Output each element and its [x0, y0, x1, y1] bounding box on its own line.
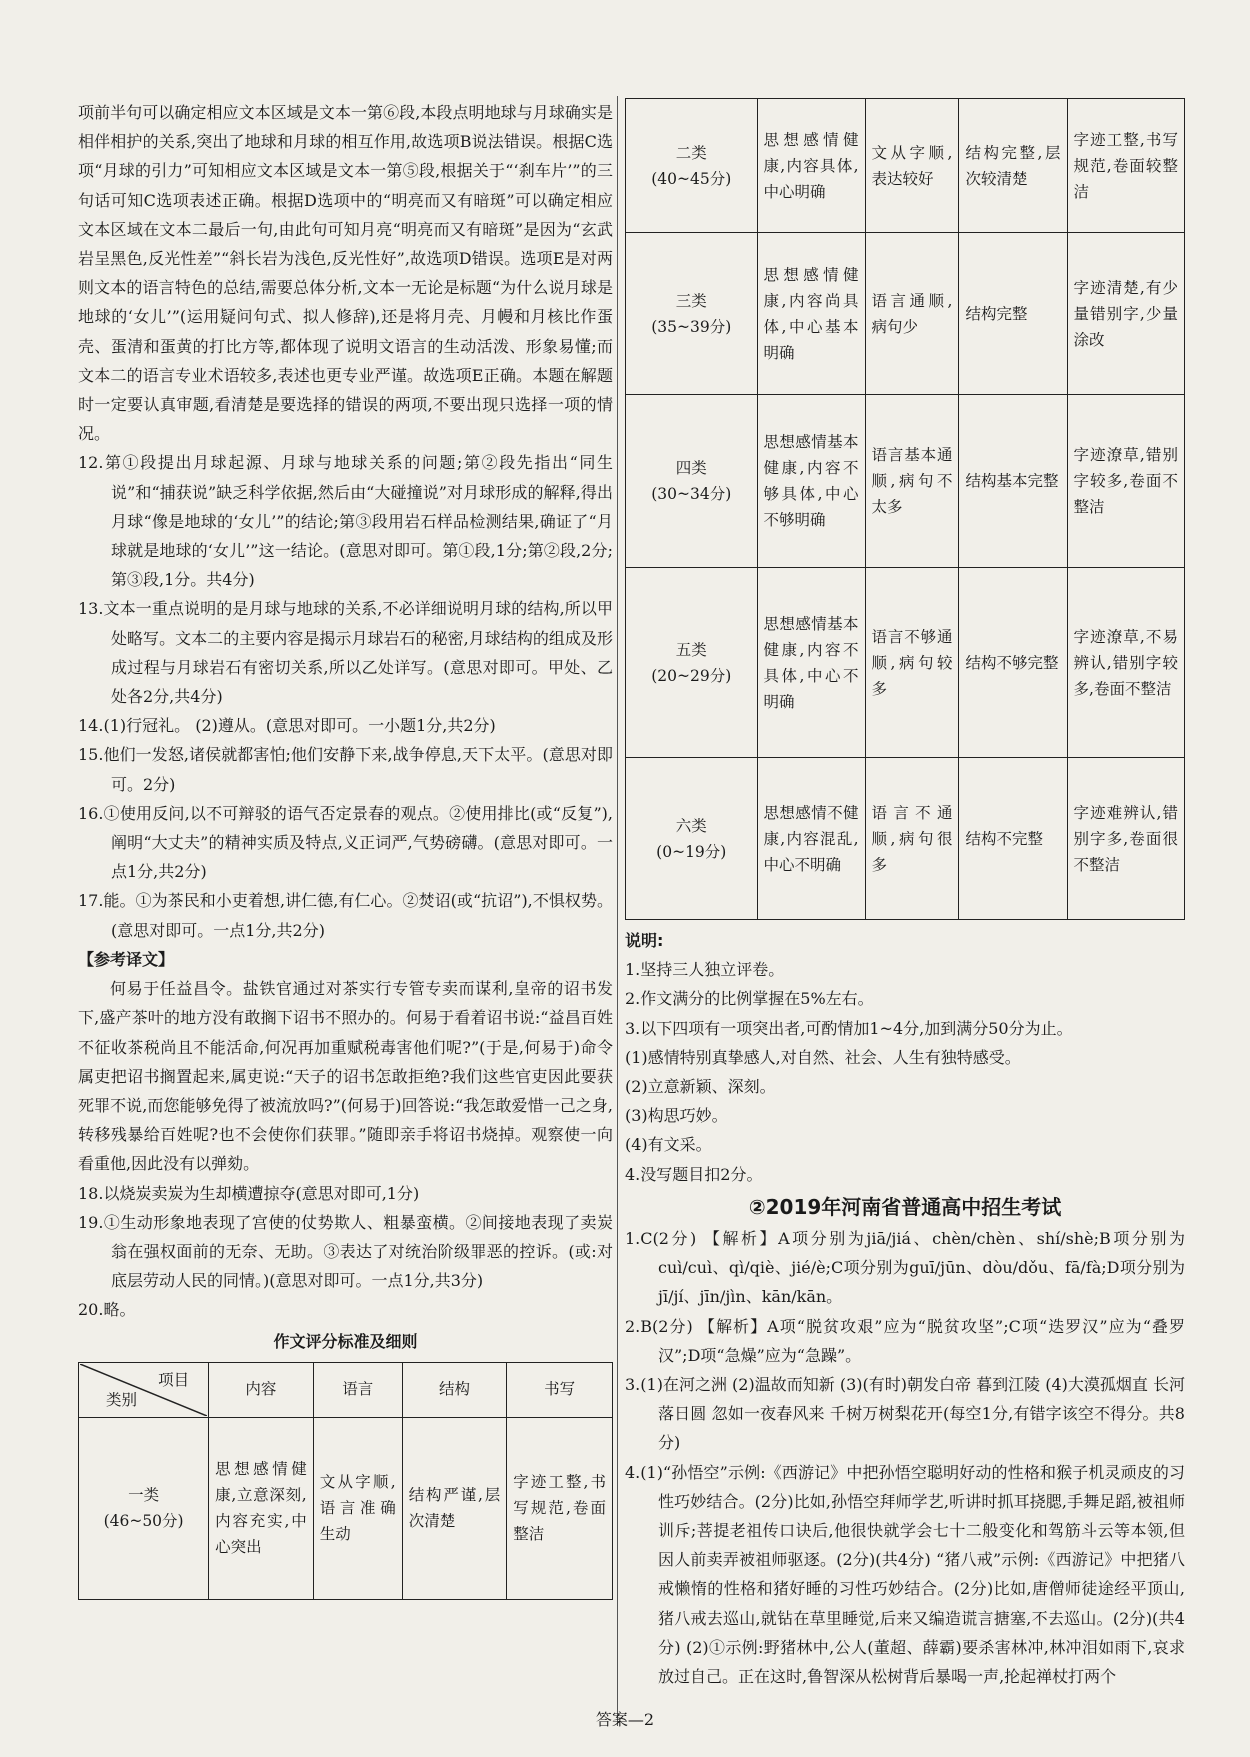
answer-13: 13.文本一重点说明的是月球与地球的关系,不必详细说明月球的结构,所以甲处略写。文本二的主要内容是揭示月球岩石的秘密,月球结构的组成及形成过程与月球岩石有密切关系,所以乙处详写。(意思对即可。甲处、乙处各2分,共4分) [78, 599, 613, 707]
page-footer: 答案—2 [595, 1710, 655, 1729]
table-row-class4 [626, 395, 1185, 568]
content-cell: 思想感情基本健康,内容不具体,中心不明确 [757, 568, 865, 758]
content-cell: 思想感情基本健康,内容不够具体,中心不够明确 [757, 395, 865, 568]
structure-cell: 结构完整,层次较清楚 [959, 99, 1067, 233]
header-category-label: 类别 [106, 1390, 138, 1409]
header-language: 语言 [313, 1362, 402, 1417]
language-cell: 文从字顺,语言准确生动 [313, 1417, 402, 1599]
structure-cell: 结构不够完整 [959, 568, 1067, 758]
category-score: (0~19分) [656, 842, 727, 861]
category-cell [626, 758, 758, 920]
category-score: (20~29分) [651, 666, 732, 685]
header-item-label: 项目 [158, 1370, 190, 1389]
category-cell [79, 1417, 209, 1599]
category-score: (35~39分) [651, 317, 732, 336]
category-score: (46~50分) [103, 1512, 184, 1531]
column-divider [617, 96, 618, 1726]
table-row-class5 [626, 568, 1185, 758]
category-name: 二类 [675, 143, 707, 162]
category-cell [626, 233, 758, 395]
category-score: (30~34分) [651, 485, 732, 503]
content-cell: 思想感情健康,立意深刻,内容充实,中心突出 [209, 1417, 314, 1599]
answer-16: 16.①使用反问,以不可辩驳的语气否定景春的观点。②使用排比(或“反复”),阐明“大丈夫”的精神实质及特点,义正词严,气势磅礴。(意思对即可。一点1分,共2分) [78, 803, 613, 882]
notes-heading: 说明: [625, 931, 664, 950]
note-2: 2.作文满分的比例掌握在5%左右。 [625, 989, 874, 1009]
structure-cell: 结构严谨,层次清楚 [402, 1417, 507, 1599]
answer-2019-4: 4.(1)“孙悟空”示例:《西游记》中把孙悟空聪明好动的性格和猴子机灵顽皮的习性巧妙结合。(2分)比如,孙悟空拜师学艺,听讲时抓耳挠腮,手舞足蹈,被祖师训斥;菩提老祖传口诀后,他很快就学会七十二般变化和驾筋斗云等本领,但因人前卖弄被祖师驱逐。(2分)(共4分) “猪八戒”示例:《西游记》中把猪八戒懒惰的性格和猪好睡的习性巧妙结合。(2分)比如,唐僧师徒途经平顶山,猪八戒去巡山,就钻在草里睡觉,后来又编造谎言搪塞,不去巡山。(2分)(共4分) (2)①示例:野猪林中,公人(董超、薛霸)要杀害林冲,林冲泪如雨下,哀求放过自己。正在这时,鲁智深从松树背后暴喝一声,抡起禅杖打两个 [625, 1462, 1185, 1687]
answer-17: 17.能。①为茶民和小吏着想,讲仁德,有仁心。②焚诏(或“抗诏”),不惧权势。(意思对即可。一点1分,共2分) [78, 891, 613, 940]
language-cell: 语言不通顺,病句很多 [865, 758, 959, 920]
answer-2019-2: 2.B(2分) 【解析】A项“脱贫攻艰”应为“脱贫攻坚”;C项“迭罗汉”应为“叠罗汉”;D项“急燥”应为“急躁”。 [625, 1316, 1185, 1365]
essay-scoring-table-part2 [625, 98, 1185, 920]
writing-cell: 字迹难辨认,错别字多,卷面很不整洁 [1067, 758, 1184, 920]
note-3-3: (3)构思巧妙。 [625, 1106, 728, 1126]
answer-2019-3: 3.(1)在河之洲 (2)温故而知新 (3)(有时)朝发白帝 暮到江陵 (4)大漠孤烟直 长河落日圆 忽如一夜春风来 千树万树梨花开(每空1分,有错字该空不得分。共8分) [625, 1375, 1185, 1453]
category-cell [626, 568, 758, 758]
language-cell: 语言不够通顺,病句较多 [865, 568, 959, 758]
note-3-2: (2)立意新颖、深刻。 [625, 1077, 776, 1097]
writing-cell: 字迹清楚,有少量错别字,少量涂改 [1067, 233, 1184, 395]
header-diagonal-cell [79, 1362, 209, 1417]
translation-heading: 【参考译文】 [78, 949, 175, 969]
answer-12: 12.第①段提出月球起源、月球与地球关系的问题;第②段先指出“同生说”和“捕获说”缺乏科学依据,然后由“大碰撞说”对月球形成的解释,得出月球“像是地球的‘女儿’”的结论;第③段用岩石样品检测结果,确证了“月球就是地球的‘女儿’”这一结论。(意思对即可。第①段,1分;第②段,2分;第③段,1分。共4分) [78, 453, 613, 590]
category-name: 三类 [675, 291, 707, 310]
table-header-row [79, 1362, 613, 1417]
right-column [625, 98, 1185, 1691]
language-cell: 语言基本通顺,病句不太多 [865, 395, 959, 568]
content-cell: 思想感情健康,内容尚具体,中心基本明确 [757, 233, 865, 395]
answer-2019-1: 1.C(2分) 【解析】A项分别为jiā/jiá、chèn/chèn、shí/shè;B项分别为cuì/cuì、qì/qiè、jié/è;C项分别为guī/jūn、dòu/dǒu、fā/fà;D项分别为jī/jí、jīn/jìn、kān/kān。 [625, 1229, 1185, 1307]
table-row-class3 [626, 233, 1185, 395]
header-content: 内容 [209, 1362, 314, 1417]
note-3: 3.以下四项有一项突出者,可酌情加1~4分,加到满分50分为止。 [625, 1018, 1073, 1038]
language-cell: 语言通顺,病句少 [865, 233, 959, 395]
table-row-class6 [626, 758, 1185, 920]
category-name: 六类 [675, 816, 707, 835]
header-structure: 结构 [402, 1362, 507, 1417]
category-name: 一类 [128, 1486, 160, 1505]
answer-18: 18.以烧炭卖炭为生却横遭掠夺(意思对即可,1分) [78, 1183, 420, 1203]
writing-cell: 字迹潦草,错别字较多,卷面不整洁 [1067, 395, 1184, 568]
writing-cell: 字迹工整,书写规范,卷面整洁 [507, 1417, 613, 1599]
answer-15: 15.他们一发怒,诸侯就都害怕;他们安静下来,战争停息,天下太平。(意思对即可。2分) [78, 745, 613, 794]
answer-11-continued: 项前半句可以确定相应文本区域是文本一第⑥段,本段点明地球与月球确实是相伴相护的关系,突出了地球和月球的相互作用,故选项B说法错误。根据C选项“月球的引力”可知相应文本区域是文本一第⑤段,根据关于“‘刹车片’”的三句话可知C选项表述正确。根据D选项中的“明亮而又有暗斑”可以确定相应文本区域在文本二最后一句,由此句可知月亮“明亮而又有暗斑”是因为“玄武岩呈黑色,反光性差”“斜长岩为浅色,反光性好”,故选项D错误。选项E是对两则文本的语言特色的总结,需要总体分析,文本一无论是标题“为什么说月球是地球的‘女儿’”(运用疑问句式、拟人修辞),还是将月壳、月幔和月核比作蛋壳、蛋清和蛋黄的打比方等,都体现了说明文语言的生动活泼、形象易懂;而文本二的语言专业术语较多,表述也更专业严谨。故选项E正确。本题在解题时一定要认真审题,看清楚是要选择的错误的两项,不要出现只选择一项的情况。 [78, 103, 613, 444]
note-3-4: (4)有文采。 [625, 1135, 712, 1155]
category-name: 四类 [675, 459, 707, 477]
structure-cell: 结构完整 [959, 233, 1067, 395]
left-column [78, 98, 613, 1600]
table-row-class1 [79, 1417, 613, 1599]
structure-cell: 结构基本完整 [959, 395, 1067, 568]
category-name: 五类 [675, 640, 707, 659]
category-cell [626, 99, 758, 233]
translation-text: 何易于任益昌令。盐铁官通过对茶实行专管专卖而谋利,皇帝的诏书发下,盛产茶叶的地方没有敢搁下诏书不照办的。何易于看着诏书说:“益昌百姓不征收茶税尚且不能活命,何况再加重赋税毒害他们呢?”(于是,何易于)命令属吏把诏书搁置起来,属吏说:“天子的诏书怎敢拒绝?我们这些官吏因此要获死罪不说,而您能够免得了被流放吗?”(何易于)回答说:“我怎敢爱惜一己之身,转移残暴给百姓呢?也不会使你们获罪。”随即亲手将诏书烧掉。观察使一向看重他,因此没有以弹劾。 [78, 979, 613, 1174]
language-cell: 文从字顺,表达较好 [865, 99, 959, 233]
essay-scoring-table-part1 [78, 1362, 613, 1600]
writing-cell: 字迹潦草,不易辨认,错别字较多,卷面不整洁 [1067, 568, 1184, 758]
section-title: ②2019年河南省普通高中招生考试 [748, 1194, 1062, 1219]
essay-table-title: 作文评分标准及细则 [273, 1331, 418, 1351]
answer-20: 20.略。 [78, 1300, 136, 1320]
answer-19: 19.①生动形象地表现了宫使的仗势欺人、粗暴蛮横。②间接地表现了卖炭翁在强权面前的无奈、无助。③表达了对统治阶级罪恶的控诉。(或:对底层劳动人民的同情。)(意思对即可。一点1分,共3分) [78, 1212, 613, 1291]
category-score: (40~45分) [651, 169, 732, 188]
note-1: 1.坚持三人独立评卷。 [625, 960, 785, 980]
content-cell: 思想感情不健康,内容混乱,中心不明确 [757, 758, 865, 920]
content-cell: 思想感情健康,内容具体,中心明确 [757, 99, 865, 233]
table-row-class2 [626, 99, 1185, 233]
note-3-1: (1)感情特别真挚感人,对自然、社会、人生有独特感受。 [625, 1047, 1021, 1067]
structure-cell: 结构不完整 [959, 758, 1067, 920]
writing-cell: 字迹工整,书写规范,卷面较整洁 [1067, 99, 1184, 233]
note-4: 4.没写题目扣2分。 [625, 1164, 763, 1184]
category-cell [626, 395, 758, 568]
header-writing: 书写 [507, 1362, 613, 1417]
answer-14: 14.(1)行冠礼。 (2)遵从。(意思对即可。一小题1分,共2分) [78, 716, 496, 736]
